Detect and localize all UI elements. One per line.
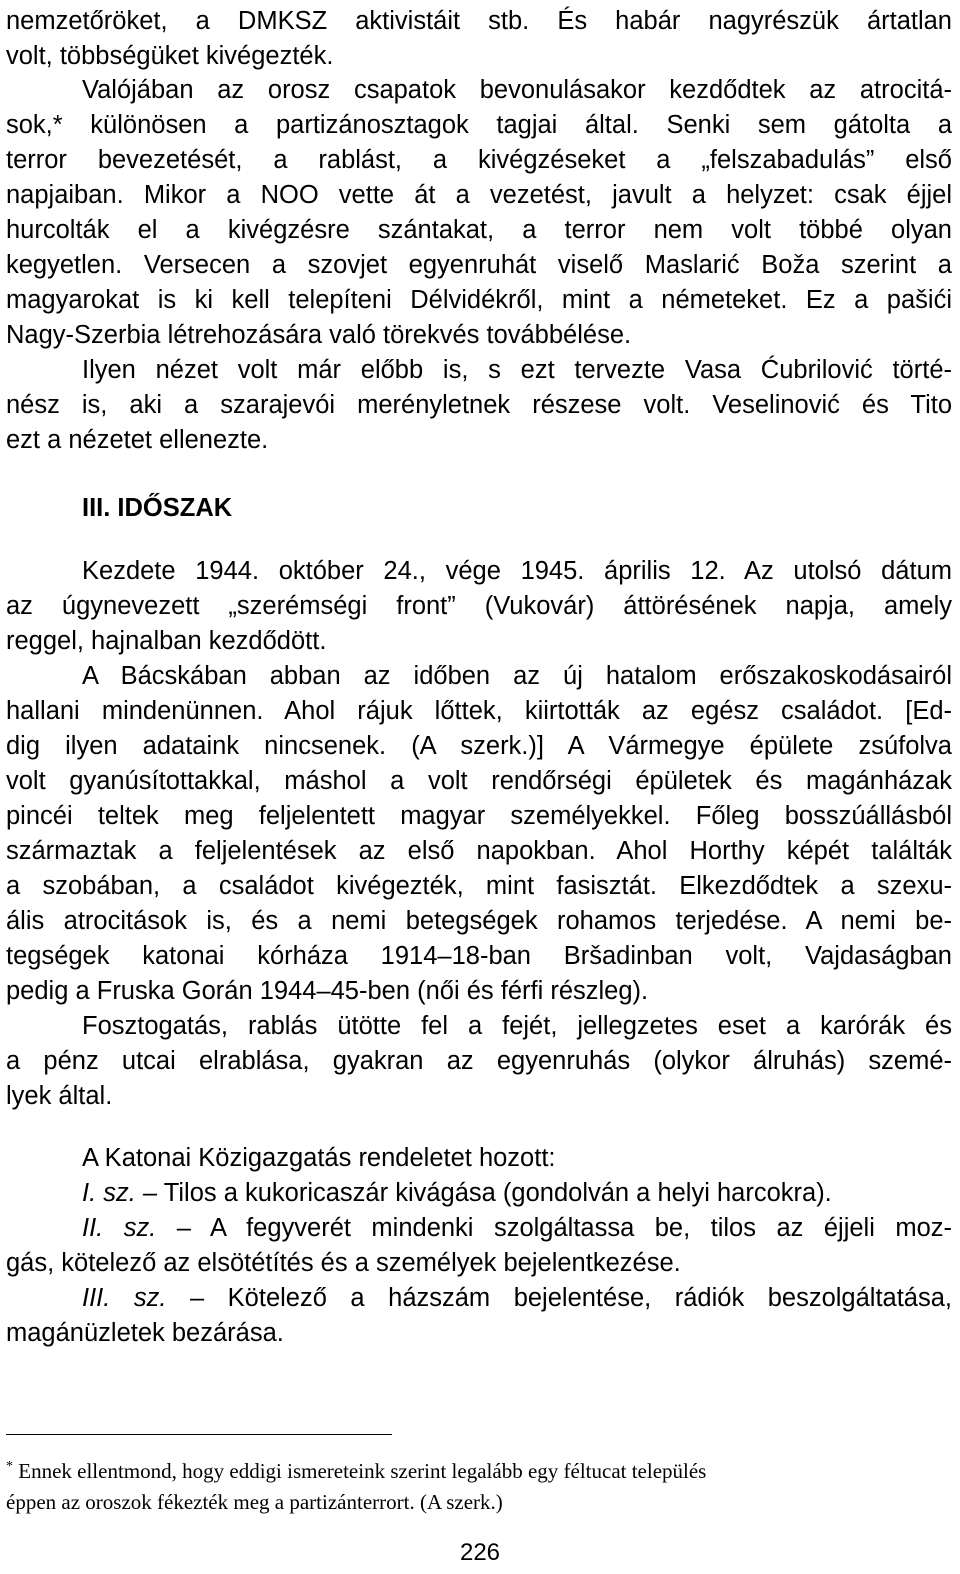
text-line: napjaiban. Mikor a NOO vette át a vezetést, javult a helyzet: csak éjjel bbox=[6, 181, 952, 209]
text-line: a szobában, a családot kivégezték, mint fasisztát. Elkezdődtek a szexu- bbox=[6, 872, 952, 900]
text-line: volt, többségüket kivégezték. bbox=[6, 42, 334, 70]
footnote-text: Ennek ellentmond, hogy eddigi ismereteink szerint legalább egy féltucat település bbox=[13, 1459, 707, 1483]
section-heading: III. IDŐSZAK bbox=[82, 494, 233, 522]
text-line: nemzetőröket, a DMKSZ aktivistáit stb. És habár nagyrészük ártatlan bbox=[6, 7, 952, 35]
decree-line bbox=[82, 1281, 952, 1315]
text-line: volt gyanúsítottakkal, máshol a volt rendőrségi épületek és magánházak bbox=[6, 767, 952, 795]
text-line: Kezdete 1944. október 24., vége 1945. április 12. Az utolsó dátum bbox=[82, 557, 952, 585]
text-line: Nagy-Szerbia létrehozására való törekvés továbbélése. bbox=[6, 321, 632, 349]
text-line: gás, kötelező az elsötétítés és a személyek bejelentkezése. bbox=[6, 1249, 681, 1277]
text-line: A Katonai Közigazgatás rendeletet hozott: bbox=[82, 1144, 556, 1172]
decree-text: – A fegyverét mindenki szolgáltassa be, tilos az éjjeli moz- bbox=[156, 1214, 952, 1242]
decree-number: II. sz. bbox=[82, 1214, 157, 1242]
text-line: ális atrocitások is, és a nemi betegségek rohamos terjedése. A nemi be- bbox=[6, 907, 952, 935]
page-number: 226 bbox=[459, 1539, 501, 1566]
text-line: pedig a Fruska Gorán 1944–45-ben (női és férfi részleg). bbox=[6, 977, 649, 1005]
text-line: Valójában az orosz csapatok bevonulásakor kezdődtek az atrocitá- bbox=[82, 76, 952, 104]
text-line: hurcolták el a kivégzésre szántakat, a terror nem volt többé olyan bbox=[6, 216, 952, 244]
text-line: származtak a feljelentések az első napokban. Ahol Horthy képét találták bbox=[6, 837, 952, 865]
decree-line bbox=[82, 1176, 952, 1210]
decree-line bbox=[82, 1211, 952, 1245]
text-line: pincéi teltek meg feljelentett magyar személyekkel. Főleg bosszúállásból bbox=[6, 802, 952, 830]
text-line: sok,* különösen a partizánosztagok tagjai által. Senki sem gátolta a bbox=[6, 111, 952, 139]
decree-text: – Tilos a kukoricaszár kivágása (gondolván a helyi harcokra). bbox=[135, 1179, 832, 1207]
text-line: A Bácskában abban az időben az új hatalom erőszakoskodásairól bbox=[82, 662, 952, 690]
text-line: ezt a nézetet ellenezte. bbox=[6, 426, 269, 454]
footnote-marker: * bbox=[6, 1459, 13, 1474]
text-line: lyek által. bbox=[6, 1082, 113, 1110]
text-line: terror bevezetését, a rablást, a kivégzéseket a „felszabadulás” első bbox=[6, 146, 952, 174]
footnote-divider bbox=[6, 1434, 392, 1435]
text-line: a pénz utcai elrablása, gyakran az egyenruhás (olykor álruhás) szemé- bbox=[6, 1047, 952, 1075]
text-line: kegyetlen. Versecen a szovjet egyenruhát viselő Maslarić Boža szerint a bbox=[6, 251, 952, 279]
text-line: hallani mindenünnen. Ahol rájuk lőttek, kiirtották az egész családot. [Ed- bbox=[6, 697, 952, 725]
text-line: dig ilyen adataink nincsenek. (A szerk.)] A Vármegye épülete zsúfolva bbox=[6, 732, 952, 760]
text-line: az úgynevezett „szerémségi front” (Vukovár) áttörésének napja, amely bbox=[6, 592, 952, 620]
text-line: reggel, hajnalban kezdődött. bbox=[6, 627, 327, 655]
text-line: magánüzletek bezárása. bbox=[6, 1319, 284, 1347]
text-line: tegségek katonai kórháza 1914–18-ban Bršadinban volt, Vajdaságban bbox=[6, 942, 952, 970]
decree-number: III. sz. bbox=[82, 1284, 167, 1312]
text-line: magyarokat is ki kell telepíteni Délvidékről, mint a németeket. Ez a pašići bbox=[6, 286, 952, 314]
decree-number: I. sz. bbox=[82, 1179, 136, 1207]
text-line: Fosztogatás, rablás ütötte fel a fejét, jellegzetes eset a karórák és bbox=[82, 1012, 952, 1040]
footnote-line: éppen az oroszok fékezték meg a partizánterrort. (A szerk.) bbox=[6, 1490, 503, 1514]
text-line: Ilyen nézet volt már előbb is, s ezt tervezte Vasa Ćubrilović törté- bbox=[82, 356, 952, 384]
footnote-line bbox=[6, 1456, 952, 1486]
decree-text: – Kötelező a házszám bejelentése, rádiók beszolgáltatása, bbox=[166, 1284, 952, 1312]
text-line: nész is, aki a szarajevói merényletnek részese volt. Veselinović és Tito bbox=[6, 391, 952, 419]
